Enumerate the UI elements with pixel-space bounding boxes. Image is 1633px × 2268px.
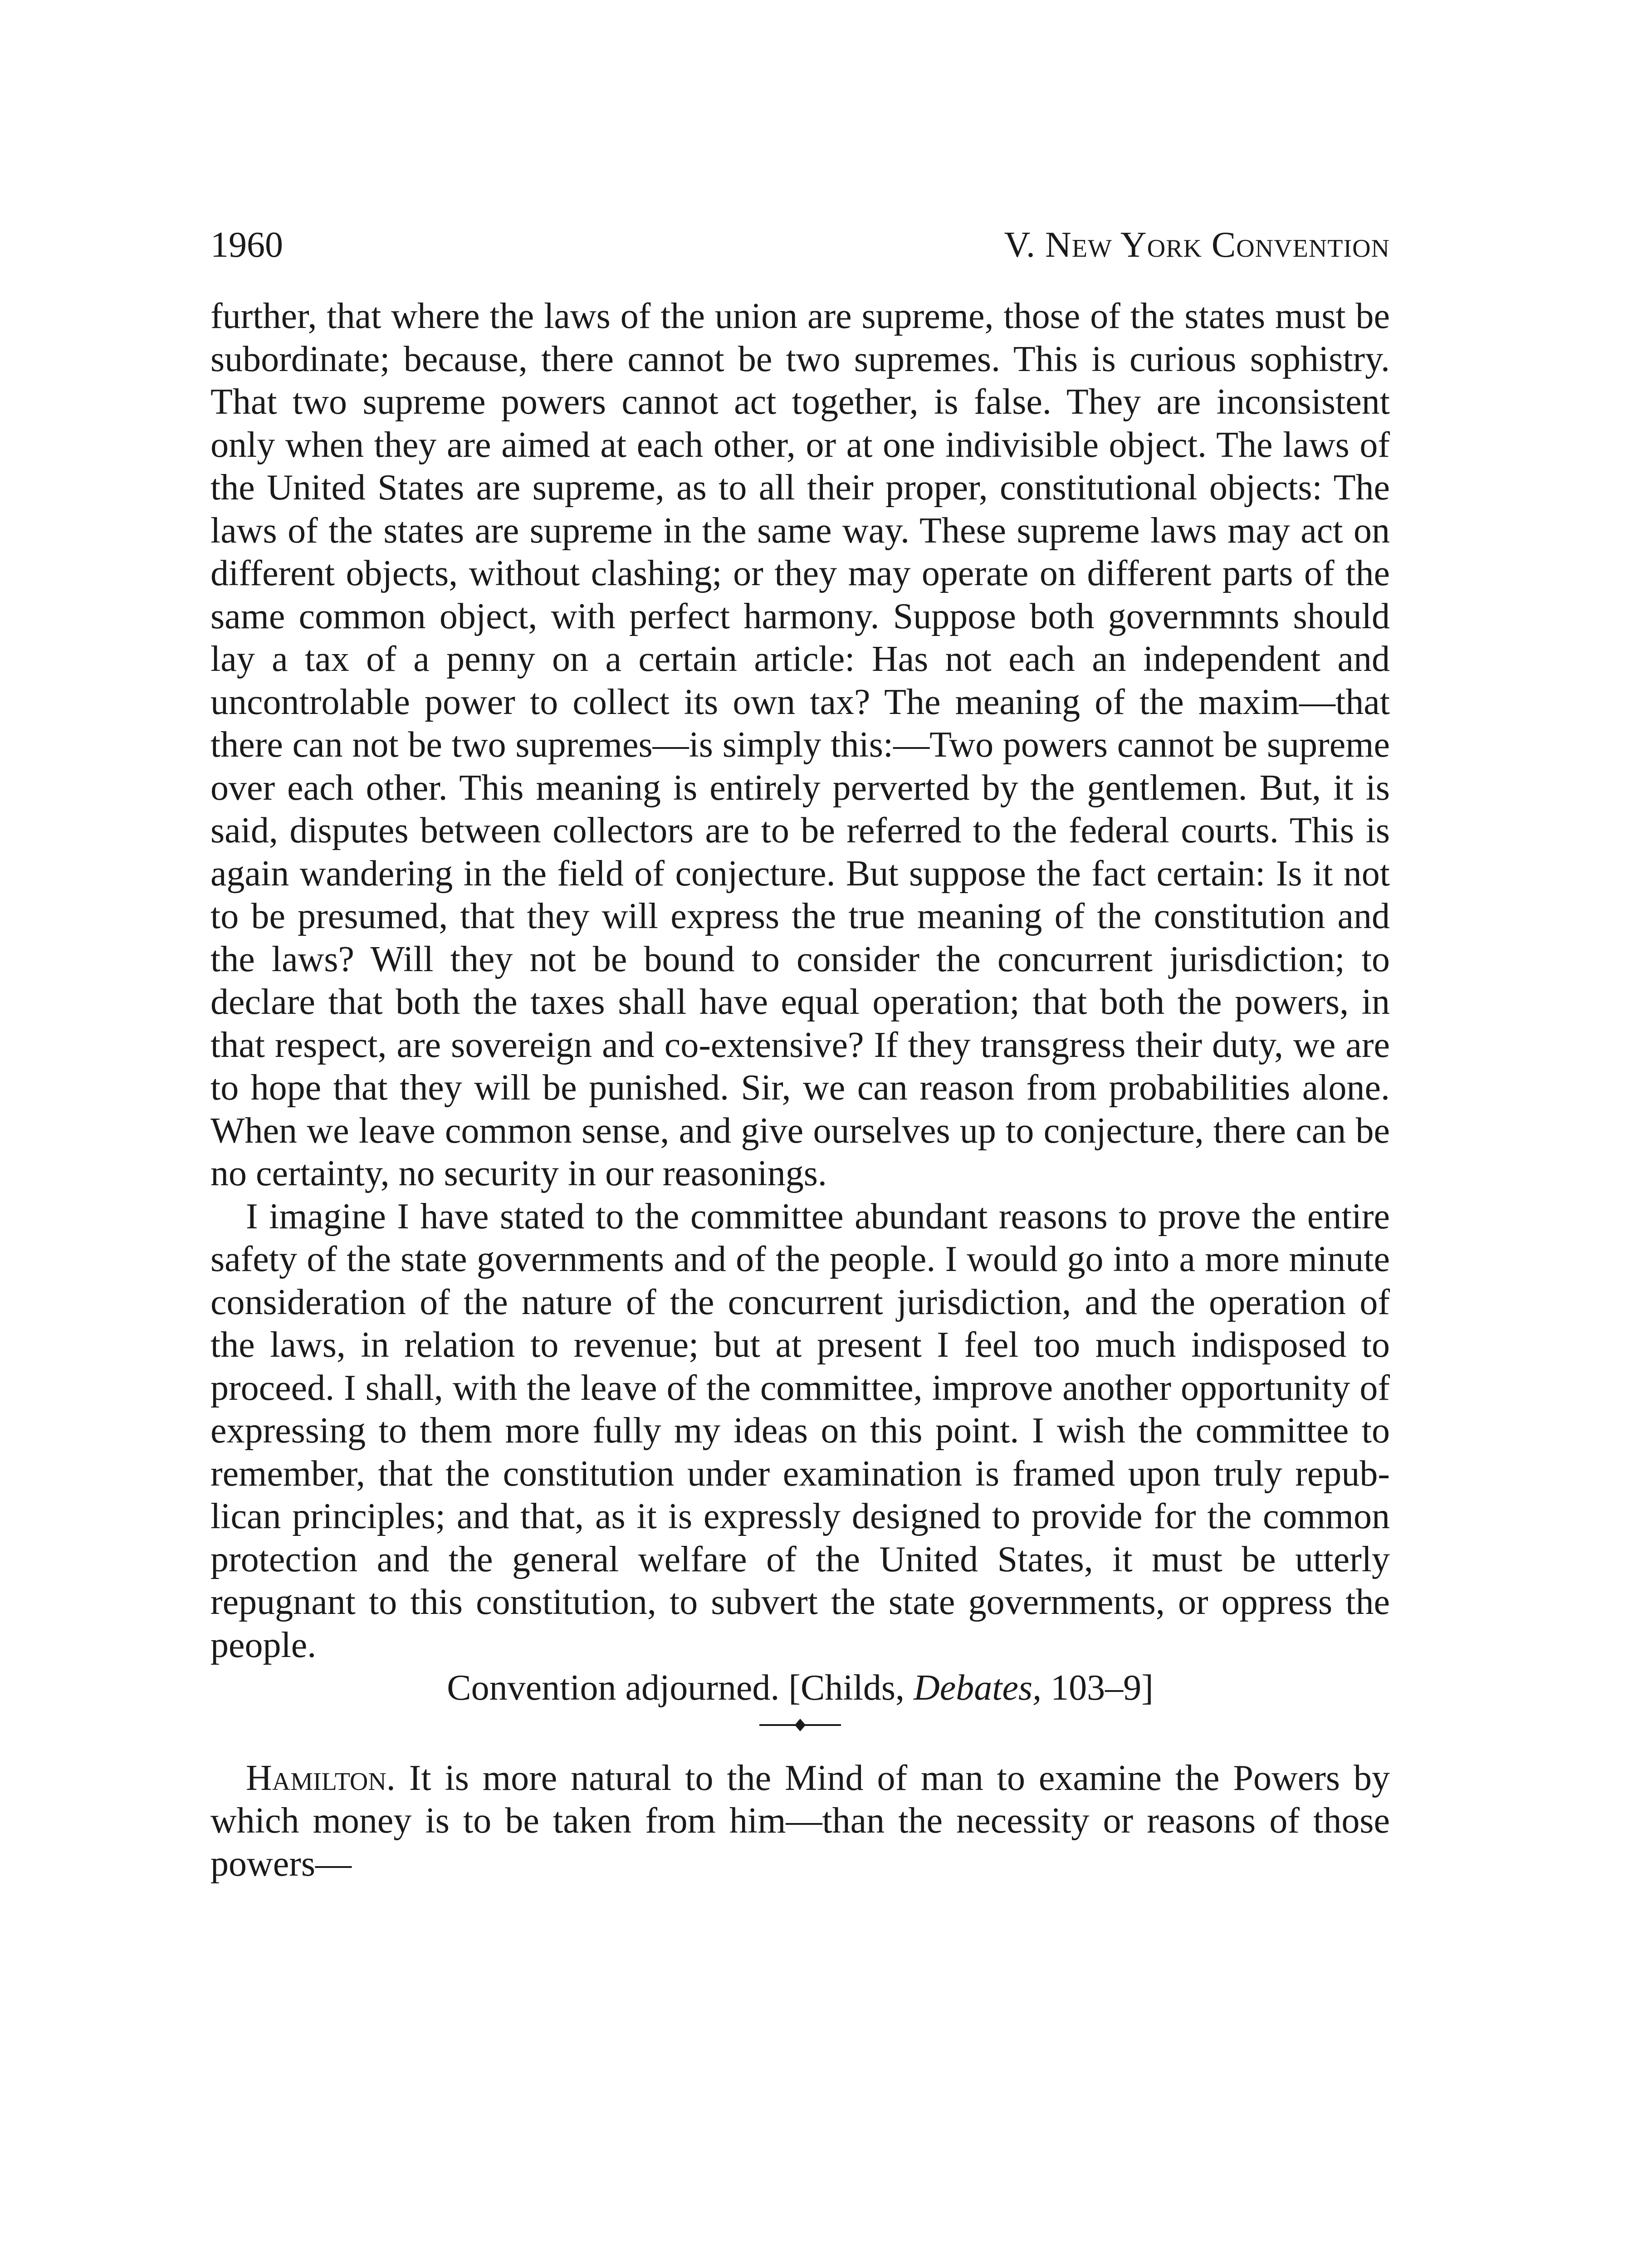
hamilton-text: It is more natural to the Mind of man to examine the Powers by which money is to be taken from him—than the necessity or reasons of those powers— xyxy=(210,1758,1390,1884)
page-number: 1960 xyxy=(210,225,283,265)
diamond-rule-icon xyxy=(759,1716,841,1734)
running-head xyxy=(210,222,1390,268)
source-pages: 103–9] xyxy=(1041,1668,1154,1708)
source-title: Debates, xyxy=(914,1668,1042,1708)
paragraph-committee: I imagine I have stated to the committee abundant reasons to prove the entire safety of the state governments and of the people. I would go into a more minute consideration of the nature of the concurrent jurisdiction, and the operation of the laws, in relation to revenue; but at present I feel too much indisposed to proceed. I shall, with the leave of the committee, improve another opportunity of expressing to them more fully my ideas on this point. I wish the committee to remember, that the constitution under examination is framed upon truly republican principles; and that, as it is expressly designed to provide for the common protection and the general welfare of the United States, it must be utterly repugnant to this constitution, to subvert the state governments, or oppress the people. xyxy=(210,1196,1390,1665)
speaker-name: Hamilton. xyxy=(246,1758,396,1798)
running-title: V. New York Convention xyxy=(1004,225,1390,265)
section-divider-ornament xyxy=(210,1711,1390,1739)
paragraph-hamilton xyxy=(210,1757,1390,1886)
document-page xyxy=(210,222,1390,1885)
paragraph-continuation: further, that where the laws of the union are supreme, those of the states must be subordinate; because, there cannot be two supremes. This is curious sophistry. That two supreme powers cannot act together, is false. They are inconsistent only when they are aimed at each other, or at one indivisible object. The laws of the United States are supreme, as to all their proper, constitutional objects: The laws of the states are supreme in the same way. These supreme laws may act on different objects, without clashing; or they may operate on different parts of the same common object, with perfect harmony. Suppose both governmnts should lay a tax of a penny on a certain article: Has not each an independent and uncontrolable power to collect its own tax? The meaning of the maxim—that there can not be two supremes—is simply this:—Two powers cannot be supreme over each other. This meaning is entirely perverted by the gentlemen. But, it is said, disputes between collectors are to be referred to the federal courts. This is again wandering in the field of conjecture. But suppose the fact certain: Is it not to be presumed, that they will express the true meaning of the constitution and the laws? Will they not be bound to consider the concurrent jurisdiction; to declare that both the taxes shall have equal operation; that both the powers, in that respect, are sovereign and co-extensive? If they transgress their duty, we are to hope that they will be punished. Sir, we can reason from probabilities alone. When we leave common sense, and give ourselves up to conjecture, there can be no certainty, no security in our reasonings. xyxy=(210,296,1390,1193)
adjournment-note xyxy=(210,1667,1390,1710)
adjournment-text: Convention adjourned. [Childs, xyxy=(447,1668,914,1708)
